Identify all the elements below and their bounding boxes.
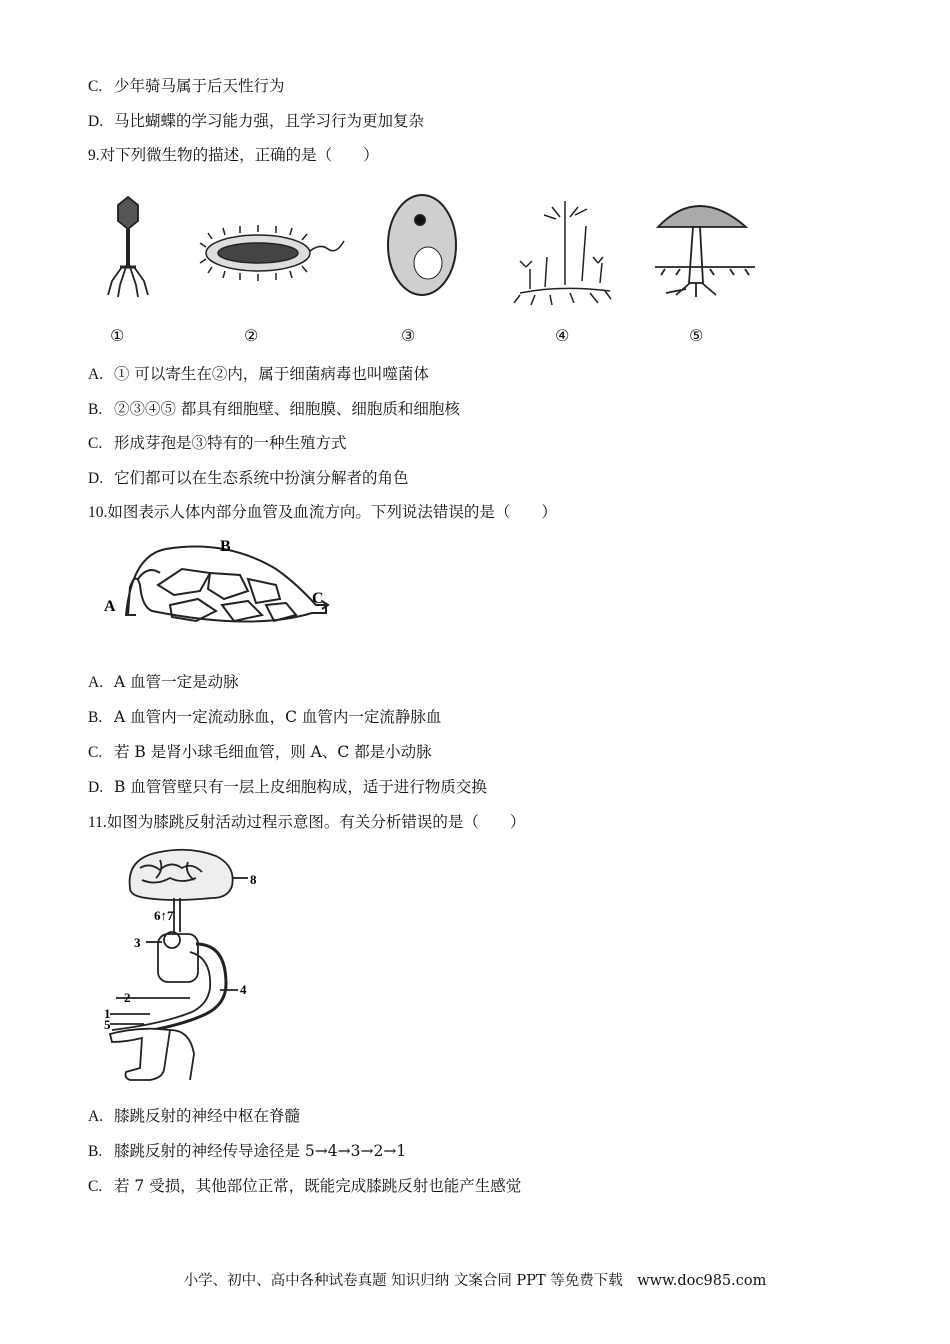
q11-label-8: 8 bbox=[250, 872, 257, 887]
mushroom-drawing bbox=[655, 206, 755, 297]
q10-option-d: D. B 血管管壁只有一层上皮细胞构成，适于进行物质交换 bbox=[88, 778, 487, 796]
q9-label-2: ② bbox=[244, 326, 259, 345]
q8-option-d: D. 马比蝴蝶的学习能力强，且学习行为更加复杂 bbox=[88, 112, 425, 130]
yeast-cell-drawing bbox=[388, 195, 456, 295]
q9-label-1: ① bbox=[110, 326, 125, 345]
q9-option-c: C. 形成芽孢是③特有的一种生殖方式 bbox=[88, 434, 347, 452]
q9-option-a: A. ① 可以寄生在②内，属于细菌病毒也叫噬菌体 bbox=[88, 365, 429, 383]
bacterium-drawing bbox=[200, 225, 344, 281]
q11-stem: 11.如图为膝跳反射活动过程示意图。有关分析错误的是（ ） bbox=[88, 813, 526, 831]
q9-label-4: ④ bbox=[555, 326, 570, 345]
q10-option-c: C. 若 B 是肾小球毛细血管，则 A、C 都是小动脉 bbox=[88, 743, 432, 761]
q10-stem: 10.如图表示人体内部分血管及血流方向。下列说法错误的是（ ） bbox=[88, 503, 557, 521]
q9-option-b: B. ②③④⑤ 都具有细胞壁、细胞膜、细胞质和细胞核 bbox=[88, 400, 460, 418]
q9-label-5: ⑤ bbox=[689, 326, 704, 345]
q10-option-a: A. A 血管一定是动脉 bbox=[88, 673, 239, 691]
q10-blood-vessel-figure bbox=[98, 535, 338, 635]
page-footer: 小学、初中、高中各种试卷真题 知识归纳 文案合同 PPT 等免费下载 www.doc985.com bbox=[183, 1273, 767, 1289]
q10-label-b: B bbox=[220, 538, 231, 555]
q9-label-3: ③ bbox=[401, 326, 416, 345]
q11-knee-jerk-reflex-figure bbox=[100, 848, 270, 1088]
q11-label-5: 5 bbox=[104, 1017, 111, 1032]
q9-option-d: D. 它们都可以在生态系统中扮演分解者的角色 bbox=[88, 469, 409, 487]
q10-label-a: A bbox=[104, 598, 116, 615]
q8-option-c: C. 少年骑马属于后天性行为 bbox=[88, 77, 285, 95]
q9-stem: 9.对下列微生物的描述，正确的是（ ） bbox=[88, 146, 379, 164]
q9-microorganism-figure bbox=[90, 185, 770, 310]
q11-label-6-7: 6↑7 bbox=[154, 908, 174, 923]
q11-label-4: 4 bbox=[240, 982, 247, 997]
q11-option-b: B. 膝跳反射的神经传导途径是 5→4→3→2→1 bbox=[88, 1142, 407, 1160]
q10-option-b: B. A 血管内一定流动脉血，C 血管内一定流静脉血 bbox=[88, 708, 442, 726]
q11-label-2: 2 bbox=[124, 990, 131, 1005]
q11-option-a: A. 膝跳反射的神经中枢在脊髓 bbox=[88, 1107, 301, 1125]
q11-label-1: 1 bbox=[104, 1006, 111, 1021]
q10-label-c: C bbox=[312, 590, 324, 607]
q11-label-3: 3 bbox=[134, 935, 141, 950]
mold-drawing bbox=[514, 201, 611, 305]
bacteriophage-drawing bbox=[108, 197, 148, 297]
q11-option-c: C. 若 7 受损，其他部位正常，既能完成膝跳反射也能产生感觉 bbox=[88, 1177, 522, 1195]
